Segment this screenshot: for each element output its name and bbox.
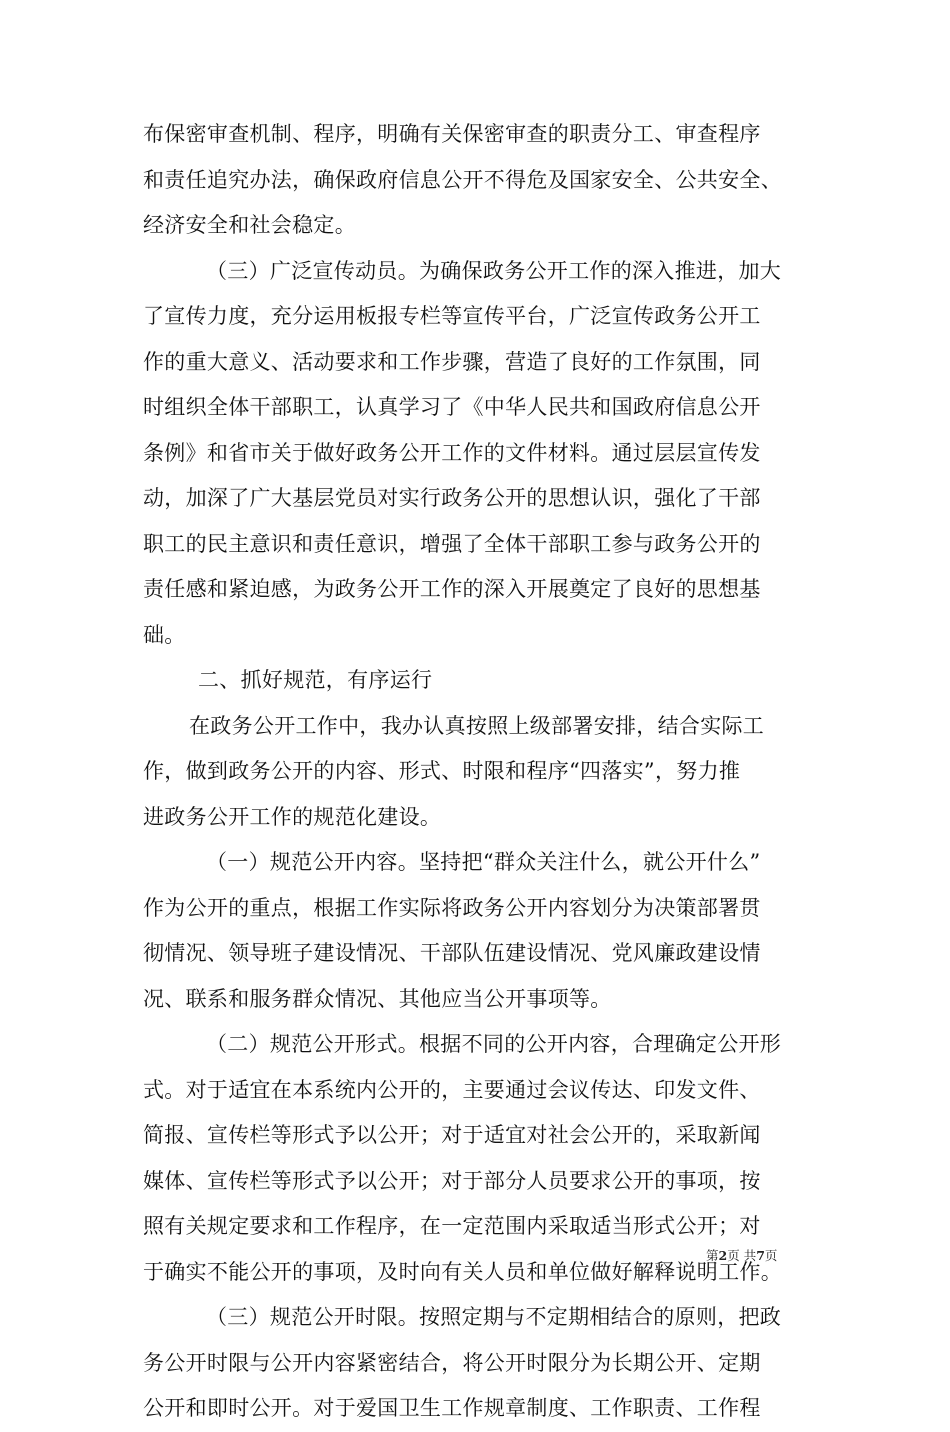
text-line: 础。 — [143, 622, 186, 647]
text-line: 条例》和省市关于做好政务公开工作的文件材料。通过层层宣传发 — [143, 440, 761, 465]
text-line: 作为公开的重点，根据工作实际将政务公开内容划分为决策部署贯 — [143, 895, 761, 920]
text-line: 职工的民主意识和责任意识，增强了全体干部职工参与政务公开的 — [143, 531, 761, 556]
text-line: 况、联系和服务群众情况、其他应当公开事项等。 — [143, 986, 612, 1011]
text-line: 于确实不能公开的事项，及时向有关人员和单位做好解释说明工作。 — [143, 1259, 782, 1284]
text-line: 简报、宣传栏等形式予以公开；对于适宜对社会公开的，采取新闻 — [143, 1123, 761, 1147]
footer-prefix: 第 — [706, 1248, 719, 1263]
footer-suffix: 页 — [764, 1248, 778, 1263]
paragraph-start-line: （一）规范公开内容。坚持把“群众关注什么，就公开什么” — [206, 850, 761, 874]
text-line: 进政务公开工作的规范化建设。 — [143, 804, 442, 829]
text-line: 务公开时限与公开内容紧密结合，将公开时限分为长期公开、定期 — [143, 1350, 761, 1375]
paragraph-start-line: （二）规范公开形式。根据不同的公开内容，合理确定公开形 — [206, 1032, 782, 1056]
text-line: 动，加深了广大基层党员对实行政务公开的思想认识，强化了干部 — [143, 486, 761, 510]
document-body — [143, 112, 809, 1432]
text-line: 式。对于适宜在本系统内公开的，主要通过会议传达、印发文件、 — [143, 1077, 761, 1102]
text-line: 媒体、宣传栏等形式予以公开；对于部分人员要求公开的事项，按 — [143, 1168, 761, 1193]
paragraph-start-line: （三）广泛宣传动员。为确保政务公开工作的深入推进，加大 — [206, 258, 782, 283]
current-page-number: 2 — [718, 1248, 728, 1263]
text-line: 了宣传力度，充分运用板报专栏等宣传平台，广泛宣传政务公开工 — [143, 304, 761, 328]
section-heading: 二、抓好规范，有序运行 — [198, 668, 433, 692]
text-line: 时组织全体干部职工，认真学习了《中华人民共和国政府信息公开 — [143, 395, 761, 419]
text-line: 和责任追究办法，确保政府信息公开不得危及国家安全、公共安全、 — [143, 167, 782, 192]
text-line: 经济安全和社会稳定。 — [143, 213, 356, 237]
footer-middle: 页 共 — [727, 1248, 757, 1263]
text-line: 作，做到政务公开的内容、形式、时限和程序“四落实”，努力推 — [143, 759, 741, 783]
text-line: 责任感和紧迫感，为政务公开工作的深入开展奠定了良好的思想基 — [143, 577, 761, 601]
text-line: 作的重大意义、活动要求和工作步骤，营造了良好的工作氛围，同 — [143, 349, 761, 374]
text-line: 公开和即时公开。对于爱国卫生工作规章制度、工作职责、工作程 — [143, 1396, 761, 1420]
total-pages-number: 7 — [756, 1248, 765, 1263]
text-line: 布保密审查机制、程序，明确有关保密审查的职责分工、审查程序 — [143, 122, 761, 146]
paragraph-start-line: （三）规范公开时限。按照定期与不定期相结合的原则，把政 — [206, 1305, 782, 1329]
text-line: 彻情况、领导班子建设情况、干部队伍建设情况、党风廉政建设情 — [143, 941, 761, 965]
page-footer — [706, 1246, 777, 1264]
paragraph-start-line: 在政务公开工作中，我办认真按照上级部署安排，结合实际工 — [189, 713, 765, 738]
text-line: 照有关规定要求和工作程序，在一定范围内采取适当形式公开；对 — [143, 1214, 761, 1238]
